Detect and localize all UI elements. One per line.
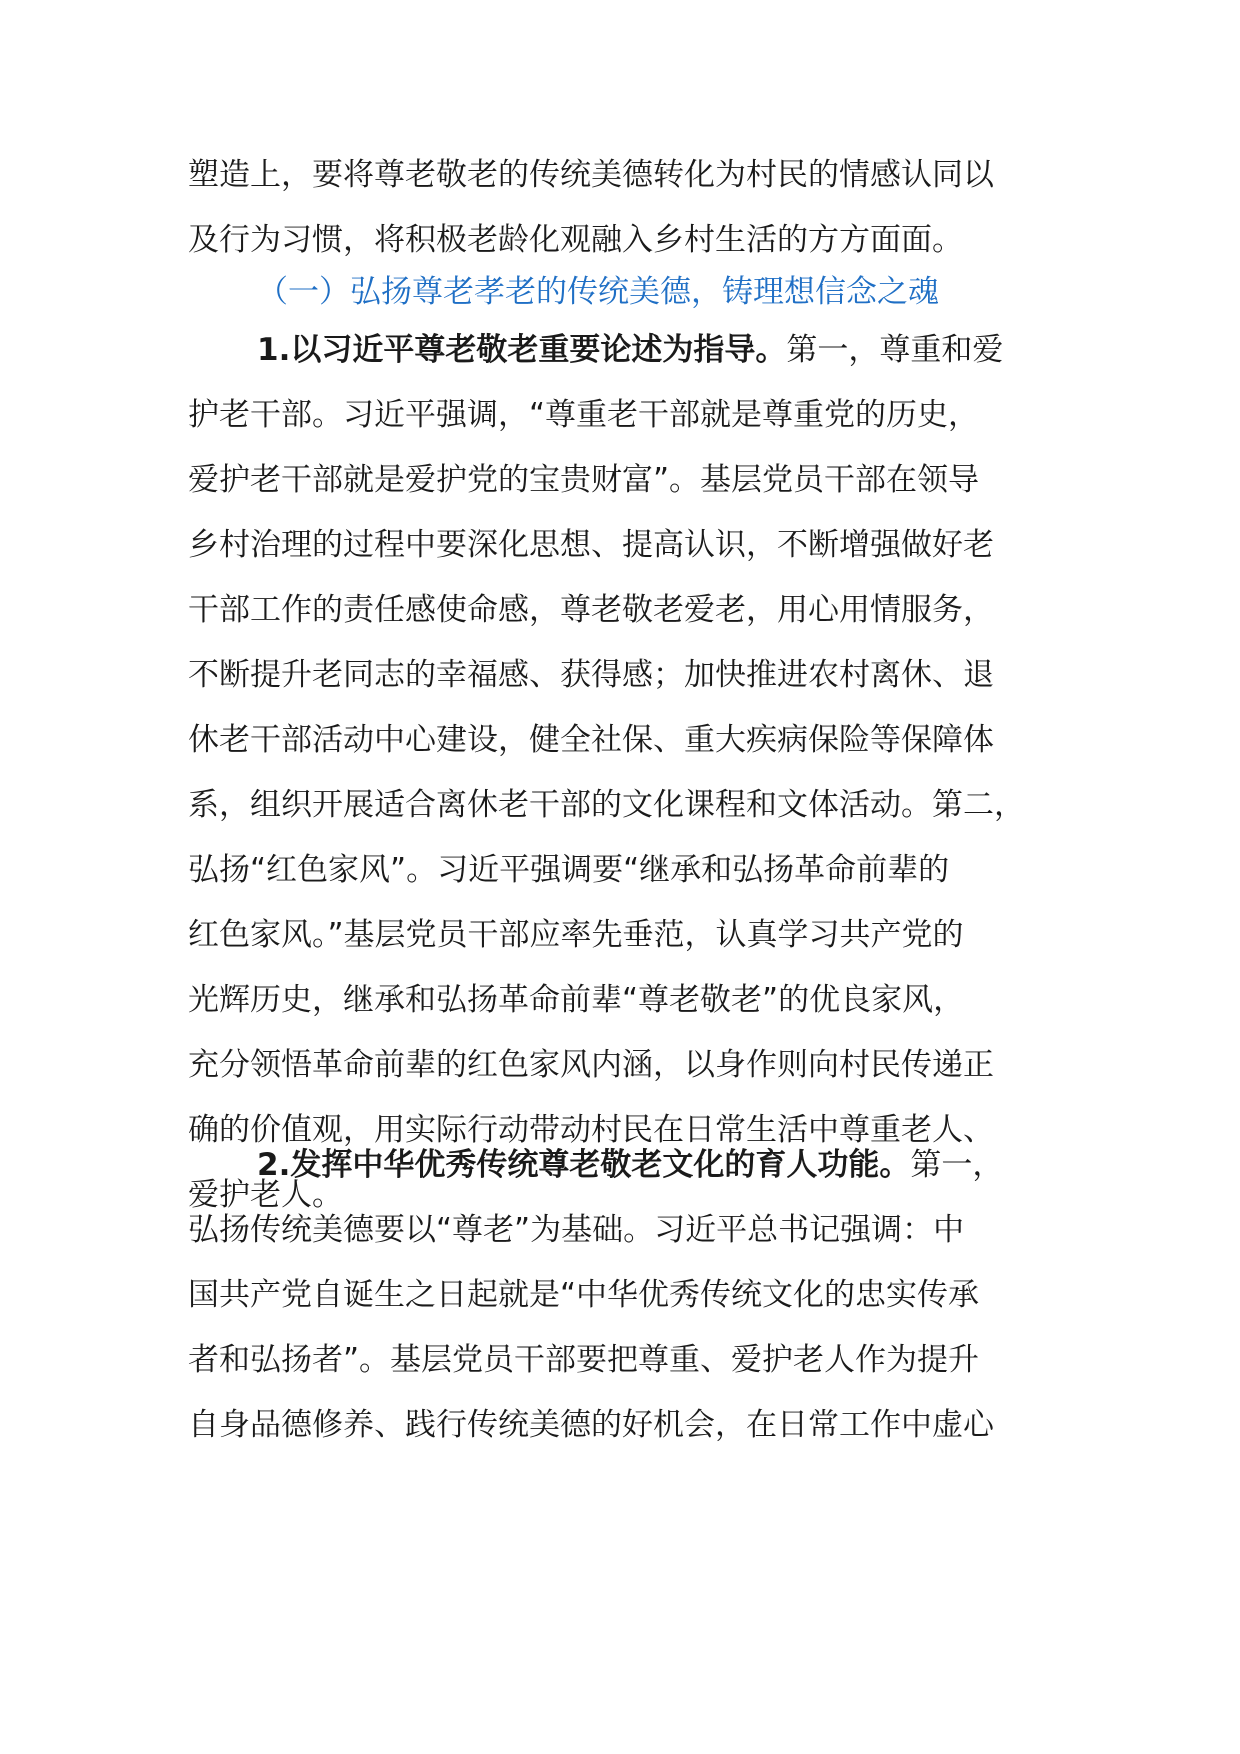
paragraph-1-line: 弘扬“红色家风”。习近平强调要“继承和弘扬革命前辈的 <box>188 852 950 888</box>
paragraph-2 <box>188 1133 1068 1458</box>
paragraph-1-line: 干部工作的责任感使命感，尊老敬老爱老，用心用情服务， <box>188 592 994 628</box>
paragraph-1-line: 不断提升老同志的幸福感、获得感；加快推进农村离休、退 <box>188 657 994 693</box>
paragraph-1-line: 爱护老人。 <box>188 1177 343 1213</box>
intro-line-1: 塑造上，要将尊老敬老的传统美德转化为村民的情感认同以 <box>188 157 994 193</box>
paragraph-1-lead <box>188 318 1068 383</box>
paragraph-1-line: 充分领悟革命前辈的红色家风内涵，以身作则向村民传递正 <box>188 1047 994 1083</box>
paragraph-1-line: 护老干部。习近平强调，“尊重老干部就是尊重党的历史， <box>188 397 980 433</box>
paragraph-1-lead-bold: 1.以习近平尊老敬老重要论述为指导。 <box>257 332 787 368</box>
intro-line-2: 及行为习惯，将积极老龄化观融入乡村生活的方方面面。 <box>188 222 963 258</box>
paragraph-2-line: 国共产党自诞生之日起就是“中华优秀传统文化的忠实传承 <box>188 1277 980 1313</box>
paragraph-1-line: 光辉历史，继承和弘扬革命前辈“尊老敬老”的优良家风， <box>188 982 965 1018</box>
paragraph-1-line: 休老干部活动中心建设，健全社保、重大疾病保险等保障体 <box>188 722 994 758</box>
paragraph-2-line: 弘扬传统美德要以“尊老”为基础。习近平总书记强调：中 <box>188 1212 965 1248</box>
paragraph-1-line: 红色家风。”基层党员干部应率先垂范，认真学习共产党的 <box>188 917 964 953</box>
paragraph-2-lead-rest: 第一， <box>910 1147 1004 1183</box>
intro-paragraph <box>188 143 1068 273</box>
paragraph-2-lead <box>188 1133 1068 1198</box>
paragraph-1-line: 系，组织开展适合离休老干部的文化课程和文体活动。第二， <box>188 787 1025 823</box>
paragraph-1-line: 确的价值观，用实际行动带动村民在日常生活中尊重老人、 <box>188 1112 994 1148</box>
paragraph-1-lead-rest: 第一，尊重和爱 <box>786 332 1004 368</box>
paragraph-1-line: 爱护老干部就是爱护党的宝贵财富”。基层党员干部在领导 <box>188 462 980 498</box>
section-heading-block <box>188 260 1068 325</box>
section-heading: （一）弘扬尊老孝老的传统美德，铸理想信念之魂 <box>257 274 939 310</box>
paragraph-1-line: 乡村治理的过程中要深化思想、提高认识，不断增强做好老 <box>188 527 994 563</box>
paragraph-2-lead-bold: 2.发挥中华优秀传统尊老敬老文化的育人功能。 <box>257 1147 911 1183</box>
paragraph-1 <box>188 318 1068 1228</box>
paragraph-2-line: 者和弘扬者”。基层党员干部要把尊重、爱护老人作为提升 <box>188 1342 980 1378</box>
paragraph-2-line: 自身品德修养、践行传统美德的好机会，在日常工作中虚心 <box>188 1407 994 1443</box>
